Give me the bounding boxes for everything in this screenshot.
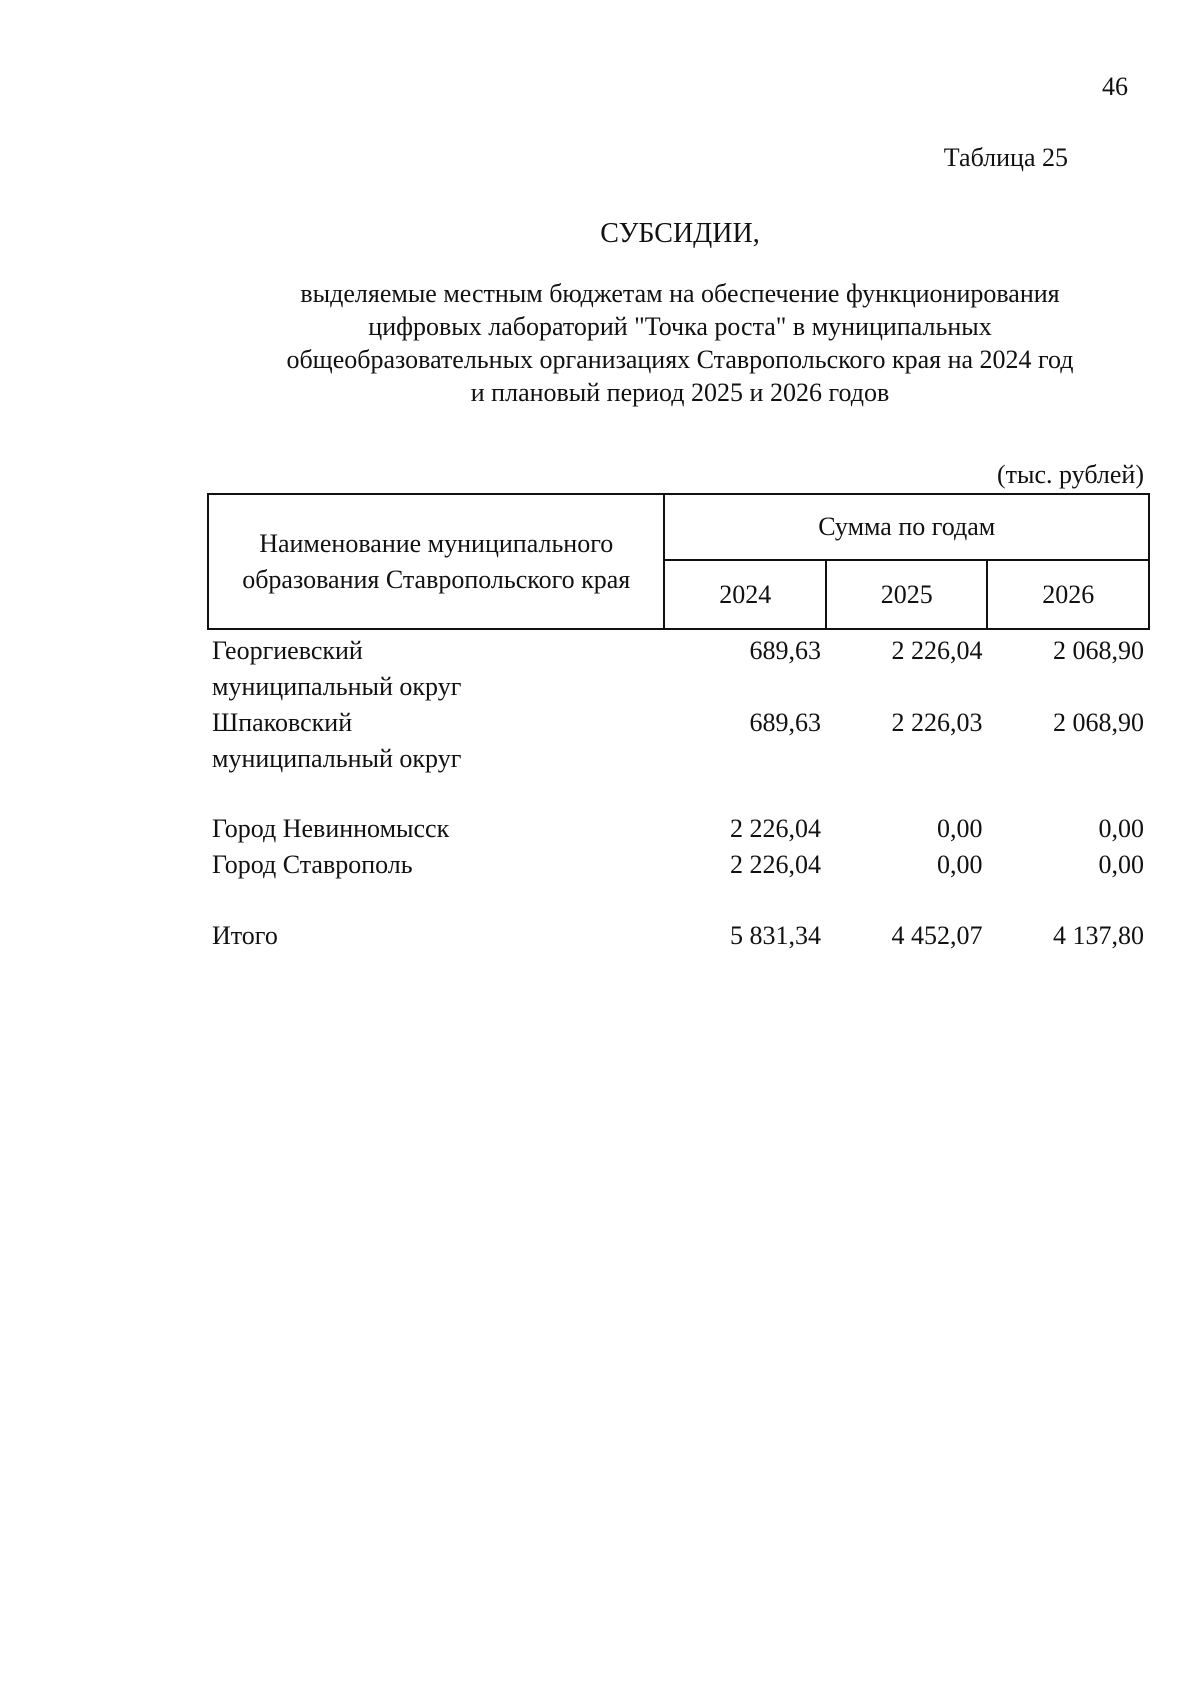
total-row	[208, 918, 1149, 954]
municipality-name: Город Невинномысск	[212, 814, 450, 843]
table-row	[208, 629, 1149, 705]
value-2026: 0,00	[1098, 850, 1144, 879]
value-2025: 2 226,04	[891, 636, 983, 665]
subtitle-line: и плановый период 2025 и 2026 годов	[470, 378, 890, 407]
value-2025: 0,00	[936, 814, 983, 843]
total-label: Итого	[212, 921, 278, 950]
sum-by-years-header: Сумма по годам	[664, 494, 1149, 560]
value-2026: 2 068,90	[1053, 708, 1144, 737]
spacer-cell	[208, 777, 1149, 811]
municipality-column-header	[208, 494, 664, 629]
year-header-2025: 2025	[826, 560, 988, 629]
year-header-2024: 2024	[664, 560, 826, 629]
year-header-2026: 2026	[987, 560, 1149, 629]
value-2026: 0,00	[1098, 814, 1144, 843]
value-2024: 689,63	[749, 636, 821, 665]
value-2026: 2 068,90	[1053, 636, 1144, 665]
table-row	[208, 705, 1149, 777]
total-2026: 4 137,80	[1053, 921, 1144, 950]
total-2025: 4 452,07	[891, 921, 983, 950]
municipality-name: Город Ставрополь	[212, 850, 413, 879]
name-line: Шпаковский	[212, 708, 353, 737]
total-2024: 5 831,34	[729, 921, 821, 950]
subtitle-line: общеобразовательных организациях Ставропольского края на 2024 год	[286, 345, 1074, 374]
table-row	[208, 847, 1149, 883]
page-number: 46	[1102, 72, 1128, 101]
spacer-row	[208, 777, 1149, 811]
spacer-row	[208, 883, 1149, 918]
name-line: муниципальный округ	[212, 672, 462, 701]
subsidies-table	[207, 493, 1150, 954]
municipality-name	[208, 629, 664, 705]
subtitle-line: выделяемые местным бюджетам на обеспечение функционирования	[300, 279, 1060, 308]
name-line: Георгиевский	[212, 636, 363, 665]
value-2025: 0,00	[936, 850, 983, 879]
value-2024: 689,63	[749, 708, 821, 737]
spacer-cell	[208, 883, 1149, 918]
value-2024: 2 226,04	[729, 814, 821, 843]
header-line: Наименование муниципального	[259, 528, 614, 558]
table-row	[208, 811, 1149, 847]
document-subtitle	[180, 277, 1180, 409]
municipality-name	[208, 705, 664, 777]
table-number: Таблица 25	[943, 143, 1068, 172]
header-line: образования Ставропольского края	[242, 564, 631, 594]
value-2024: 2 226,04	[729, 850, 821, 879]
value-2025: 2 226,03	[891, 708, 983, 737]
name-line: муниципальный округ	[212, 744, 462, 773]
units-label: (тыс. рублей)	[996, 460, 1144, 489]
subtitle-line: цифровых лабораторий "Точка роста" в муниципальных	[368, 312, 992, 341]
document-title: СУБСИДИИ,	[600, 218, 760, 249]
